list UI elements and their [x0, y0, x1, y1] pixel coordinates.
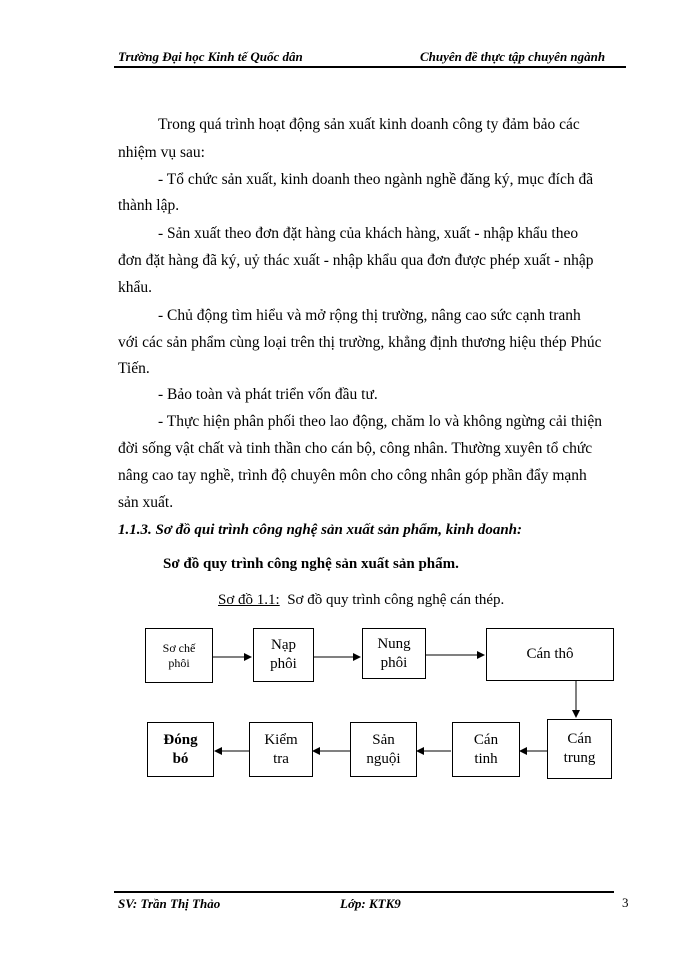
paragraph-line: đời sống vật chất và tinh thần cho cán bộ, công nhân. Thường xuyên tổ chức — [118, 440, 593, 457]
paragraph-line: - Thực hiện phân phối theo lao động, chăm lo và không ngừng cải thiện — [158, 413, 602, 430]
header-report-title: Chuyên đề thực tập chuyên ngành — [420, 49, 606, 64]
step-can-trung: Cán trung — [547, 719, 612, 779]
page-number: 3 — [622, 895, 629, 910]
paragraph-line: - Bảo toàn và phát triển vốn đầu tư. — [158, 386, 378, 403]
paragraph-line: đơn đặt hàng đã ký, uỷ thác xuất - nhập khẩu qua đơn được phép xuất - nhập — [118, 252, 594, 269]
diagram-subheading: Sơ đồ quy trình công nghệ sản xuất sản phẩm. — [163, 556, 459, 572]
paragraph-line: - Tổ chức sản xuất, kinh doanh theo ngành nghề đăng ký, mục đích đã — [158, 171, 594, 188]
paragraph-line: Trong quá trình hoạt động sản xuất kinh doanh công ty đảm bảo các — [158, 116, 580, 133]
section-heading: 1.1.3. Sơ đồ qui trình công nghệ sản xuất sản phẩm, kinh doanh: — [118, 522, 523, 538]
step-can-tho: Cán thô — [486, 628, 614, 681]
paragraph-line: thành lập. — [118, 197, 180, 214]
footer-divider — [114, 891, 614, 893]
paragraph-line: nhiệm vụ sau: — [118, 144, 205, 161]
step-kiem-tra: Kiểm tra — [249, 722, 313, 777]
step-san-nguoi: Sản nguội — [350, 722, 417, 777]
paragraph-line: sản xuất. — [118, 494, 174, 511]
step-nung-phoi: Nung phôi — [362, 628, 426, 679]
step-dong-bo: Đóng bó — [147, 722, 214, 777]
paragraph-line: - Sản xuất theo đơn đặt hàng của khách hàng, xuất - nhập khẩu theo — [158, 225, 579, 242]
caption-label: Sơ đồ 1.1: — [218, 592, 280, 608]
footer-class: Lớp: KTK9 — [340, 896, 401, 911]
paragraph-line: - Chủ động tìm hiểu và mở rộng thị trường, nâng cao sức cạnh tranh — [158, 307, 581, 324]
step-so-che-phoi: Sơ chế phôi — [145, 628, 213, 683]
step-nap-phoi: Nạp phôi — [253, 628, 314, 682]
header-school: Trường Đại học Kinh tế Quốc dân — [118, 49, 303, 64]
caption-text: Sơ đồ quy trình công nghệ cán thép. — [287, 592, 505, 608]
step-can-tinh: Cán tinh — [452, 722, 520, 777]
paragraph-line: khẩu. — [118, 279, 153, 296]
paragraph-line: Tiến. — [118, 360, 150, 377]
paragraph-line: với các sản phẩm cùng loại trên thị trường, khẳng định thương hiệu thép Phúc — [118, 334, 602, 351]
paragraph-line: nâng cao tay nghề, trình độ chuyên môn cho công nhân góp phần đẩy mạnh — [118, 467, 587, 484]
footer-student: SV: Trần Thị Thảo — [118, 896, 221, 911]
